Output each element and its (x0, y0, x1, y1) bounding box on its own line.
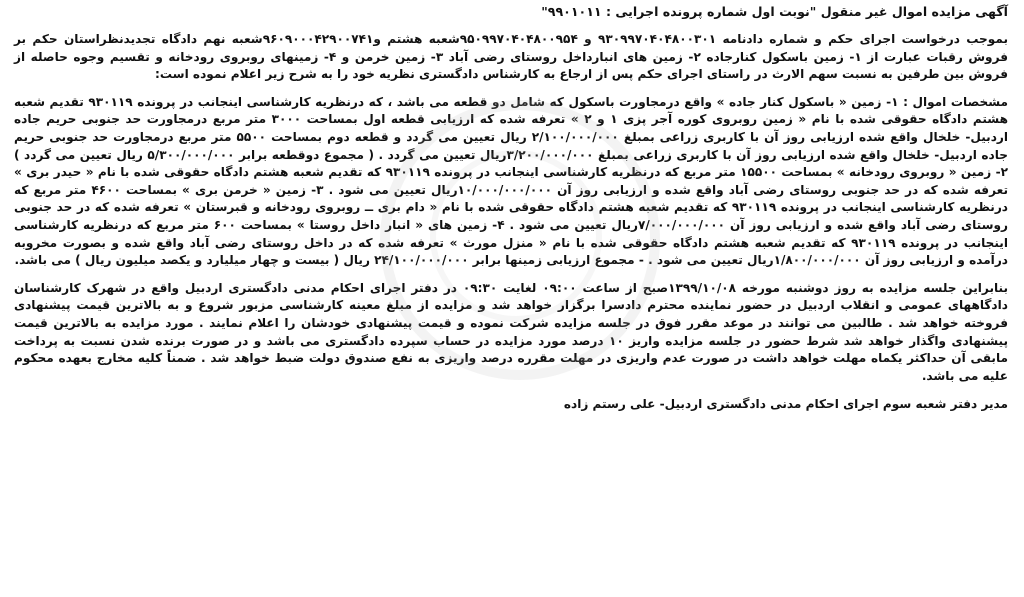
notice-title: آگهی مزایده اموال غیر منقول "نوبت اول شماره پرونده اجرایی : ۹۹۰۱۰۱۱" (541, 4, 1008, 19)
signature-line: مدیر دفتر شعبه سوم اجرای احکام مدنی دادگستری اردبیل- علی رستم زاده (563, 397, 1008, 412)
property-specs-paragraph: مشخصات اموال : ۱- زمین « باسکول کنار جاده » واقع درمجاورت باسکول که شامل دو قطعه می باشد ، که درنظریه کارشناسی اینجانب در پرونده ۹۳۰۱۱۹ تقدیم شعبه هشتم دادگاه حقوقی شده با نام « زمین روبروی کوره آجر پزی ۱ و ۲ » تعرفه شده که ارزیابی قطعه اول بمساحت ۳۰۰۰ متر مربع درمجاورت حد جنوبی حریم جاده اردبیل- خلخال واقع شده ارزیابی روز آن با کاربری زراعی بمبلغ ۲/۱۰۰/۰۰۰/۰۰۰ ریال تعیین می گردد و قطعه دوم بمساحت ۵۵۰۰ متر مربع درمجاورت حد جنوبی حریم جاده اردبیل- خلخال واقع شده ارزیابی روز آن با کاربری زراعی بمبلغ ۳/۲۰۰/۰۰۰/۰۰۰ریال تعیین می گردد . ( مجموع دوقطعه برابر ۵/۳۰۰/۰۰۰/۰۰۰ ریال تعیین می گردد ) ۲- زمین « روبروی رودخانه » بمساحت ۱۵۵۰۰ متر مربع که درنظریه کارشناسی اینجانب در پرونده ۹۳۰۱۱۹ که تقدیم شعبه هشتم دادگاه حقوقی شده با نام « حیدر بری » تعرفه شده که در حد جنوبی روستای رضی آباد واقع شده و ارزیابی روز آن ۱۰/۰۰۰/۰۰۰/۰۰۰ریال تعیین می شود . ۳- زمین « خرمن بری » بمساحت ۴۶۰۰ متر مربع که درنظریه کارشناسی اینجانب در پرونده ۹۳۰۱۱۹ که تقدیم شعبه هشتم دادگاه حقوقی شده با نام « دام بری ــ روبروی رودخانه و قبرستان » تعرفه شده که در حد جنوبی روستای رضی آباد واقع شده و ارزیابی روز آن ۷/۰۰۰/۰۰۰/۰۰۰ریال تعیین می شود . ۴- زمین های « انبار داخل روستا » بمساحت ۶۰۰ متر مربع که درنظریه کارشناسی اینجانب در پرونده ۹۳۰۱۱۹ که تقدیم شعبه هشتم دادگاه حقوقی شده با نام « منزل مورث » تعرفه شده که در داخل روستای رضی آباد واقع شده و بصورت مخروبه درآمده و ارزیابی روز آن ۱/۸۰۰/۰۰۰/۰۰۰ریال تعیین می شود . - مجموع ارزیابی زمینها برابر ۲۴/۱۰۰/۰۰۰/۰۰۰ ریال ( بیست و چهار میلیارد و یکصد میلیون ریال ) می باشد. (14, 94, 1009, 268)
intro-paragraph: بموجب درخواست اجرای حکم و شماره دادنامه ۹۳۰۹۹۷۰۴۰۴۸۰۰۳۰۱ و ۹۵۰۹۹۷۰۴۰۴۸۰۰۹۵۴شعبه هشتم و۹۶۰۹۰۰۰۴۲۹۰۰۷۴۱شعبه نهم دادگاه تجدیدنظراستان حکم بر فروش رقبات عبارت از ۱- زمین باسکول کنارجاده ۲- زمین های انبارداخل روستای رضی آباد ۳- زمین خرمن و ۴- زمینهای روبروی رودخانه و تقسیم وجوه حاصله از فروش بین طرفین به نسبت سهم الارث در راستای اجرای حکم پس از ارجاع به کارشناس دادگستری نظریه خود را به شرح زیر اعلام نموده است: (14, 32, 1009, 82)
auction-terms-paragraph: بنابراین جلسه مزایده به روز دوشنبه مورخه ۱۳۹۹/۱۰/۰۸صبح از ساعت ۰۹:۰۰ لغایت ۰۹:۳۰ در دفتر اجرای احکام مدنی دادگستری اردبیل واقع در شهرک کارشناسان دادگاههای عمومی و انقلاب اردبیل در حضور نماینده محترم دادسرا برگزار خواهد شد و مزایده از مبلغ معینه کارشناسی مزبور شروع و به بالاترین قیمت پیشنهادی فروخته خواهد شد . طالبین می توانند در موعد مقرر فوق در جلسه مزایده شرکت نموده و قیمت پیشنهادی خودشان را اعلام نمایند . مورد مزایده به بالاترین قیمت پیشنهادی واگذار خواهد شد شرط حضور در جلسه مزایده واریز ۱۰ درصد مورد مزایده در حساب سپرده دادگستری می باشد و در صورت برنده شدن نسبت به پرداخت مابقی آن حداکثر یکماه مهلت خواهد داشت در صورت عدم واریزی در مهلت مقرره درصد واریزی به نفع صندوق دولت ضبط خواهد شد . ضمناً کلیه مخارج بعهده محکوم علیه می باشد. (14, 280, 1009, 383)
